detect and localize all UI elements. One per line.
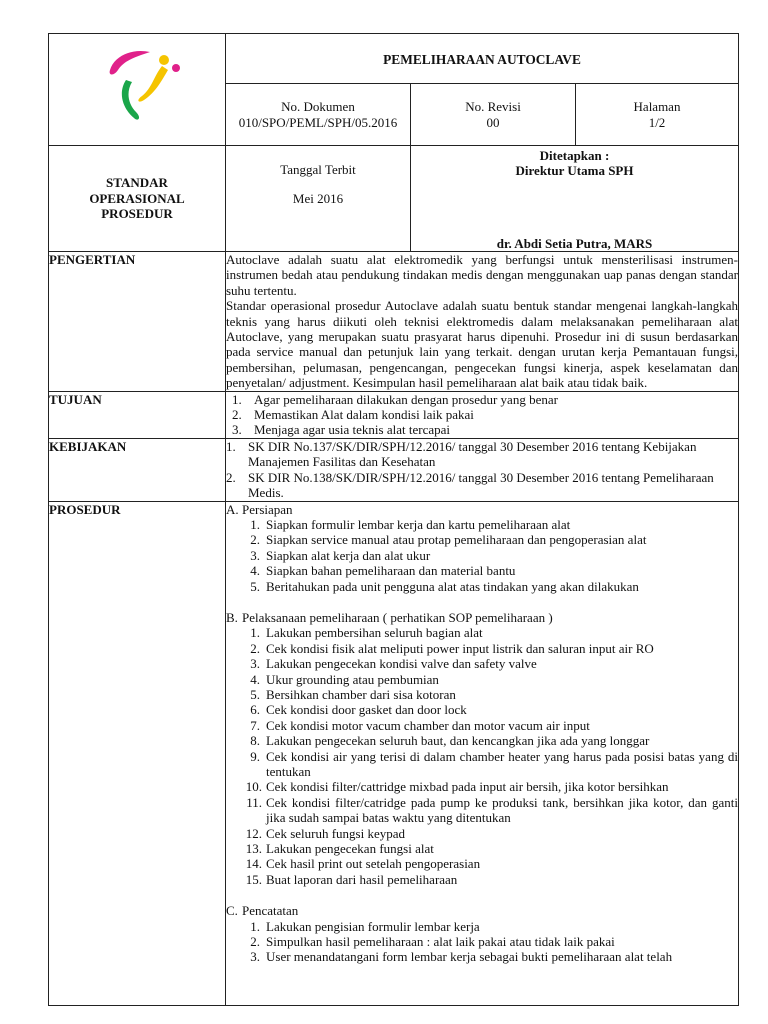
pengertian-label: PENGERTIAN [49, 252, 226, 392]
list-item [226, 517, 738, 532]
list-number: 3. [250, 547, 260, 563]
section-letter: C. [226, 903, 238, 919]
list-item [232, 407, 738, 422]
list-number: 13. [245, 841, 262, 857]
list-text: Lakukan pengecekan seluruh baut, dan kencangkan jika ada yang longgar [266, 733, 650, 749]
list-number: 1. [250, 516, 260, 532]
no-dokumen-label: No. Dokumen [281, 99, 355, 115]
list-text: Ukur grounding atau pembumian [266, 671, 439, 687]
list-text: Lakukan pengecekan fungsi alat [266, 841, 434, 857]
list-text: Buat laporan dari hasil pemeliharaan [266, 871, 458, 887]
row-tujuan [49, 391, 739, 438]
list-item [226, 439, 738, 470]
list-number: 9. [250, 748, 260, 764]
prosedur-label: PROSEDUR [49, 501, 226, 1005]
document-header [48, 33, 739, 252]
list-item [226, 656, 738, 671]
list-text: Beritahukan pada unit pengguna alat atas tindakan yang akan dilakukan [266, 578, 639, 594]
list-text: Siapkan bahan pemeliharaan dan material bantu [266, 563, 516, 579]
list-text: Bersihkan chamber dari sisa kotoran [266, 686, 456, 702]
list-number: 5. [250, 686, 260, 702]
list-item [226, 687, 738, 702]
pengertian-paragraph-2: Standar operasional prosedur Autoclave adalah suatu bentuk standar mengenai langkah-langkah teknis yang harus diikuti oleh teknisi elektromedis dalam melaksanakan pemeliharaan alat Autoclave, yang merupakan suatu prasyarat harus dipenuhi. Prosedur ini di susun berdasarkan pada service manual dan petunjuk lain yang terkait. dengan urutan kerja Pemantauan fungsi, pembersihan, pelumasan, pengencangan, pengecekan fungsi kinerja, aspek keselamatan dan penyetalan/ adjustment. Kesimpulan hasil pemeliharaan alat baik atau tidak baik. [226, 298, 738, 391]
list-number: 1. [250, 625, 260, 641]
list-number: 3. [232, 422, 242, 438]
section-c-list [226, 919, 738, 965]
no-revisi-cell [411, 84, 576, 146]
list-number: 2. [250, 934, 260, 950]
section-title-text: Persiapan [242, 501, 293, 517]
list-item [226, 579, 738, 594]
section-letter: B. [226, 609, 238, 625]
halaman-label: Halaman [633, 99, 681, 115]
kebijakan-label: KEBIJAKAN [49, 438, 226, 501]
list-number: 4. [250, 563, 260, 579]
pengertian-content [226, 252, 739, 392]
list-item [232, 422, 738, 437]
tujuan-label: TUJUAN [49, 391, 226, 438]
list-number: 7. [250, 717, 260, 733]
row-prosedur [49, 501, 739, 1005]
kebijakan-content [226, 438, 739, 501]
no-dokumen-cell [226, 84, 411, 146]
section-c-title [226, 903, 738, 918]
section-title-text: Pelaksanaan pemeliharaan ( perhatikan SOP pemeliharaan ) [242, 609, 553, 625]
list-item [226, 563, 738, 578]
tujuan-content [226, 391, 739, 438]
list-item [226, 733, 738, 748]
list-text: Cek kondisi fisik alat meliputi power input listrik dan saluran input air RO [266, 640, 654, 656]
list-text: Cek kondisi motor vacum chamber dan motor vacum air input [266, 717, 590, 733]
hospital-logo-icon [92, 46, 182, 126]
list-text: Cek kondisi air yang terisi di dalam chamber heater yang harus pada posisi batas yang di tentukan [266, 748, 738, 779]
list-text: Siapkan service manual atau protap pemeliharaan dan pengoperasian alat [266, 532, 647, 548]
section-a-list [226, 517, 738, 594]
section-title-text: Pencatatan [242, 903, 299, 919]
list-text: SK DIR No.137/SK/DIR/SPH/12.2016/ tanggal 30 Desember 2016 tentang Kebijakan Manajemen Fasilitas dan Kesehatan [248, 438, 697, 470]
list-item [226, 934, 738, 949]
section-letter: A. [226, 501, 239, 517]
list-text: Siapkan formulir lembar kerja dan kartu pemeliharaan alat [266, 516, 571, 532]
row-kebijakan [49, 438, 739, 501]
list-item [226, 532, 738, 547]
section-a-title [226, 502, 738, 517]
list-text: Agar pemeliharaan dilakukan dengan prosedur yang benar [254, 391, 558, 407]
list-item [226, 749, 738, 780]
sop-line-1: STANDAR [106, 175, 168, 191]
logo-cell [49, 34, 226, 146]
list-item [226, 919, 738, 934]
list-number: 8. [250, 733, 260, 749]
list-item [232, 392, 738, 407]
list-number: 14. [245, 856, 262, 872]
list-item [226, 548, 738, 563]
kebijakan-list [226, 439, 738, 501]
list-text: Lakukan pengisian formulir lembar kerja [266, 918, 480, 934]
no-dokumen-value: 010/SPO/PEML/SPH/05.2016 [238, 114, 398, 130]
list-number: 2. [250, 640, 260, 656]
list-item [226, 779, 738, 794]
list-item [226, 872, 738, 887]
list-text: Cek hasil print out setelah pengoperasian [266, 856, 481, 872]
list-item [226, 718, 738, 733]
list-number: 11. [246, 794, 262, 810]
list-item [226, 949, 738, 964]
sop-line-3: PROSEDUR [101, 206, 173, 222]
list-text: SK DIR No.138/SK/DIR/SPH/12.2016/ tanggal 30 Desember 2016 tentang Pemeliharaan Medis. [248, 469, 714, 501]
list-number: 10. [245, 779, 262, 795]
list-text: Menjaga agar usia teknis alat tercapai [254, 422, 450, 438]
halaman-cell [576, 84, 739, 146]
list-text: Cek seluruh fungsi keypad [266, 825, 406, 841]
list-item [226, 672, 738, 687]
list-item [226, 470, 738, 501]
list-number: 5. [250, 578, 260, 594]
halaman-value: 1/2 [648, 114, 666, 130]
tanggal-terbit-cell [226, 146, 411, 252]
list-text: Lakukan pembersihan seluruh bagian alat [266, 625, 483, 641]
sop-line-2: OPERASIONAL [89, 190, 185, 206]
list-text: Cek kondisi filter/cattridge mixbad pada input air bersih, jika kotor bersihkan [266, 779, 669, 795]
document-title: PEMELIHARAAN AUTOCLAVE [226, 34, 739, 84]
list-number: 1. [226, 438, 236, 454]
tanggal-terbit-label: Tanggal Terbit [280, 162, 356, 177]
list-text: Siapkan alat kerja dan alat ukur [266, 547, 431, 563]
sop-document [48, 33, 738, 1006]
list-number: 6. [250, 702, 260, 718]
list-number: 12. [245, 825, 262, 841]
list-number: 2. [232, 407, 242, 423]
list-number: 15. [245, 871, 262, 887]
ditetapkan-cell [411, 146, 739, 252]
list-item [226, 826, 738, 841]
list-number: 4. [250, 671, 260, 687]
list-item [226, 856, 738, 871]
list-item [226, 625, 738, 640]
section-b-title [226, 610, 738, 625]
tanggal-terbit-value: Mei 2016 [292, 191, 344, 207]
ditetapkan-by: Direktur Utama SPH [515, 163, 634, 179]
sop-label-cell [49, 146, 226, 252]
list-item [226, 702, 738, 717]
signatory-name: dr. Abdi Setia Putra, MARS [496, 235, 653, 251]
list-item [226, 641, 738, 656]
pengertian-paragraph-1: Autoclave adalah suatu alat elektromedik yang berfungsi untuk mensterilisasi instrumen-instrumen bedah atau pendukung tindakan medis dengan menggunakan uap panas dengan standar suhu tertentu. [226, 252, 738, 298]
ditetapkan-label: Ditetapkan : [539, 148, 610, 163]
list-text: Cek kondisi door gasket dan door lock [266, 702, 467, 718]
list-number: 2. [250, 532, 260, 548]
list-text: Memastikan Alat dalam kondisi laik pakai [254, 407, 474, 423]
list-text: User menandatangani form lembar kerja sebagai bukti pemeliharaan alat telah [266, 949, 673, 965]
list-number: 1. [250, 918, 260, 934]
no-revisi-label: No. Revisi [465, 99, 521, 115]
list-number: 3. [250, 656, 260, 672]
list-number: 2. [226, 469, 236, 485]
prosedur-content [226, 501, 739, 1005]
list-item [226, 795, 738, 826]
list-number: 1. [232, 391, 242, 407]
section-b-list [226, 625, 738, 887]
no-revisi-value: 00 [486, 114, 500, 130]
list-text: Cek kondisi filter/catridge pada pump ke produksi tank, bersihkan jika kotor, dan ganti jika sudah sampai batas waktu yang ditentukan [266, 794, 738, 826]
list-item [226, 841, 738, 856]
list-number: 3. [250, 949, 260, 965]
row-pengertian [49, 252, 739, 392]
tujuan-list [232, 392, 738, 438]
list-text: Simpulkan hasil pemeliharaan : alat laik pakai atau tidak laik pakai [266, 934, 615, 950]
sop-body [48, 251, 739, 1006]
list-text: Lakukan pengecekan kondisi valve dan safety valve [266, 656, 537, 672]
